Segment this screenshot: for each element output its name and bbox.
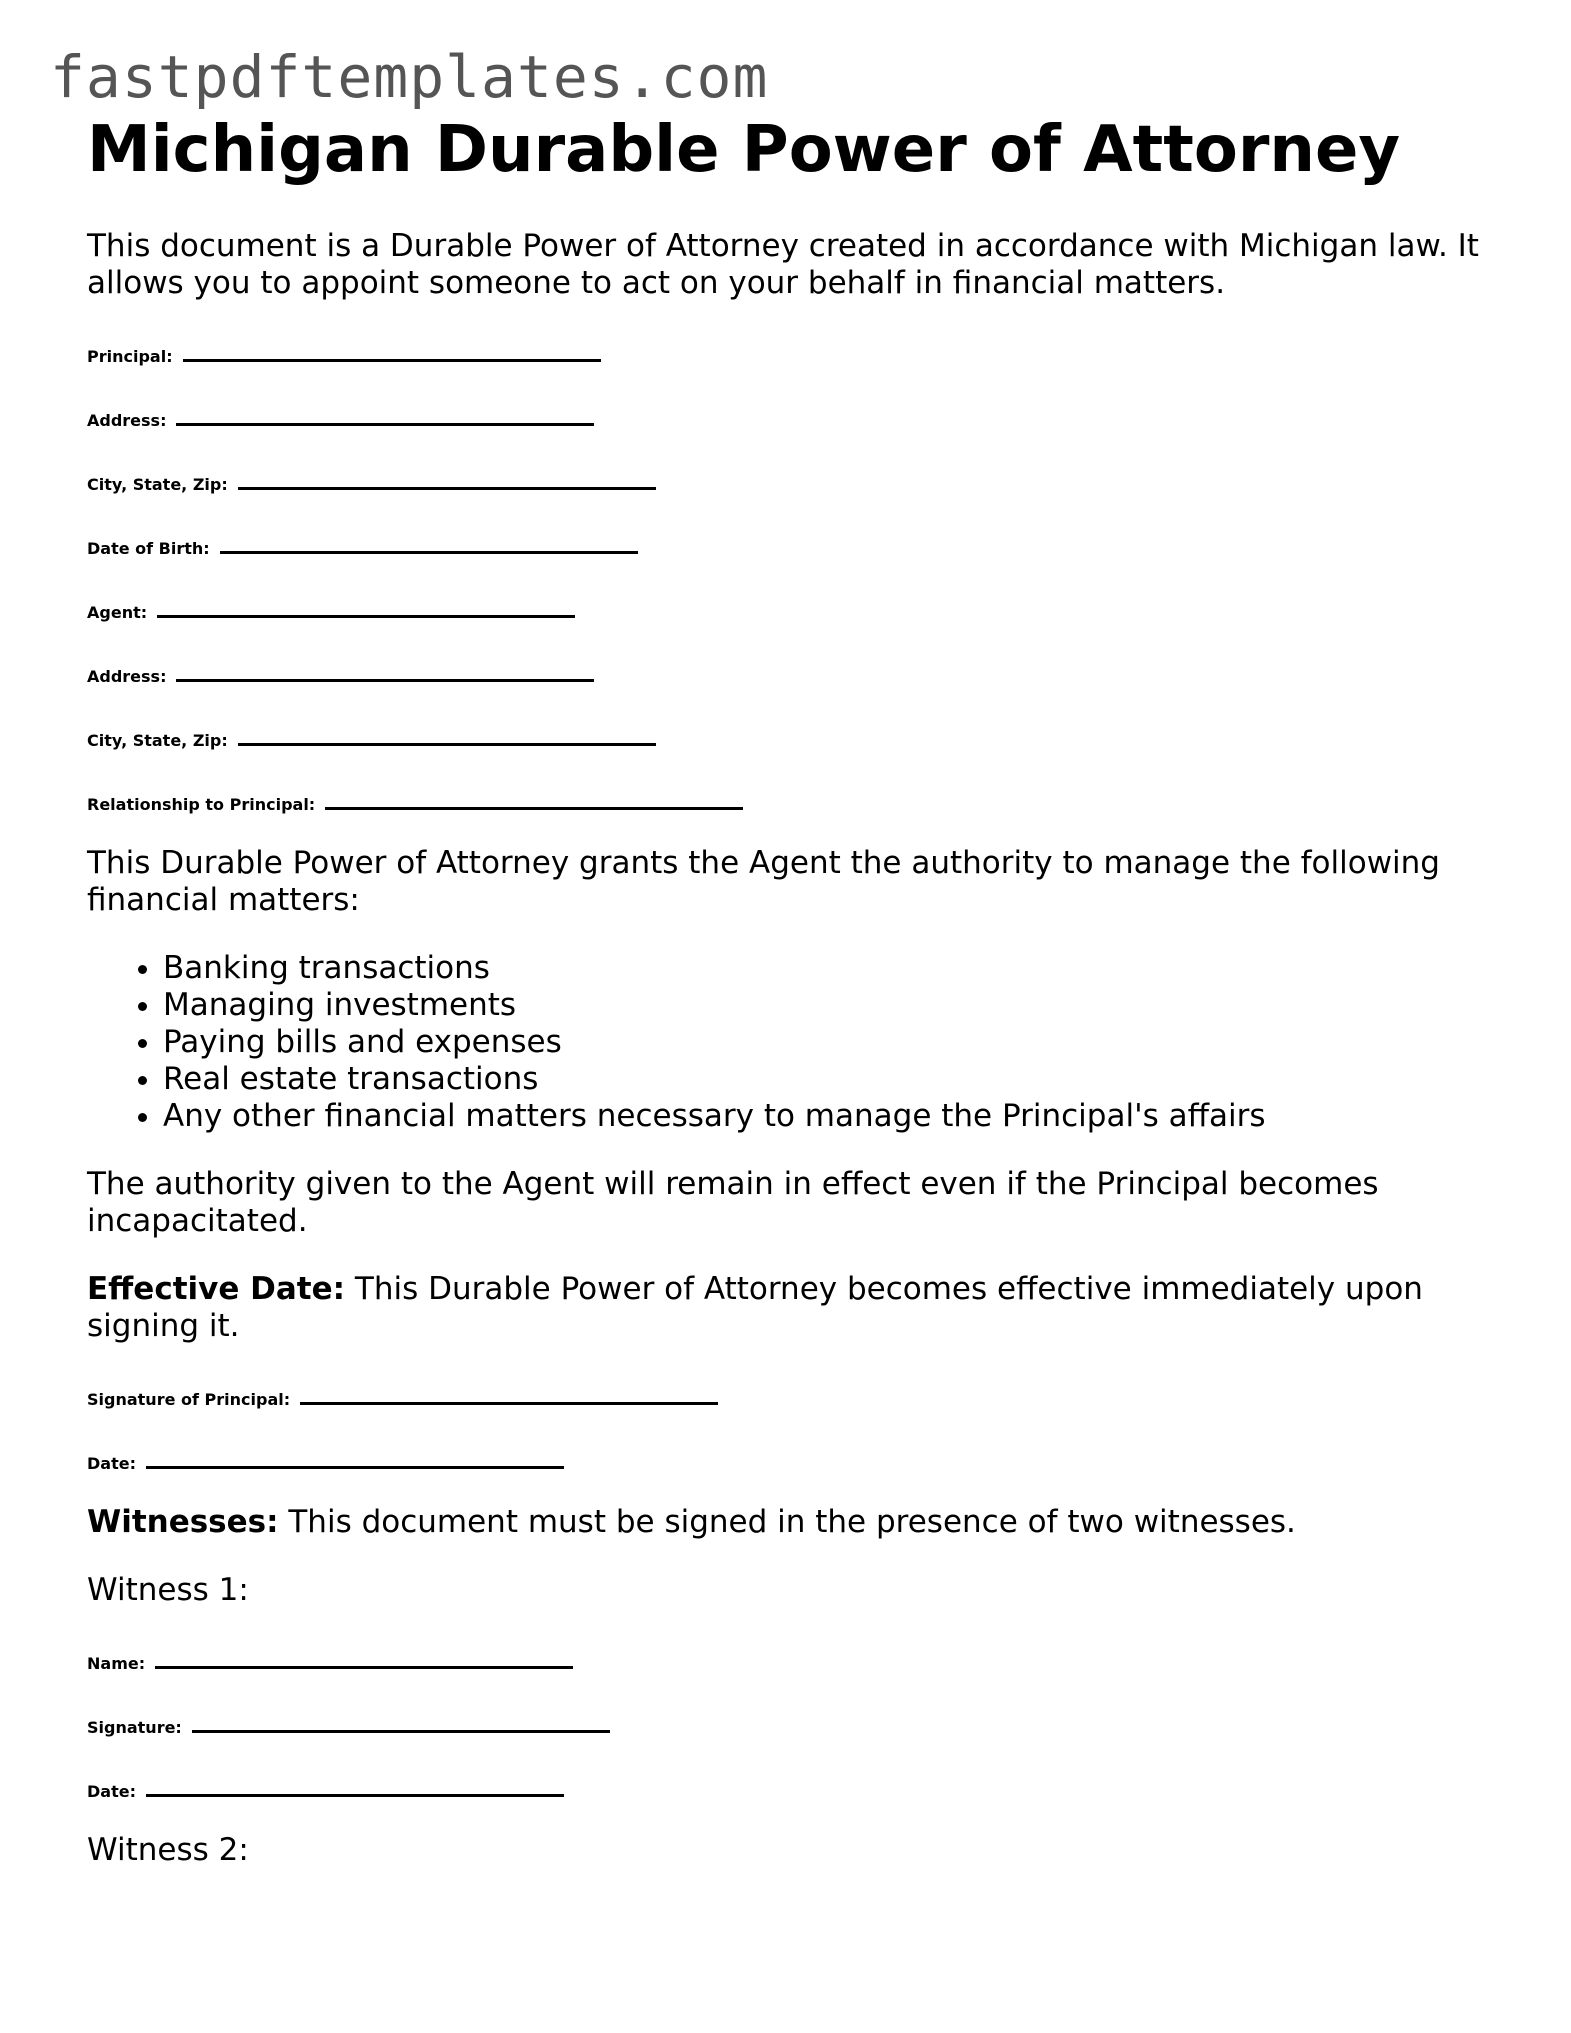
field-label: Date of Birth: bbox=[87, 539, 210, 558]
principal-name-blank[interactable] bbox=[183, 333, 601, 362]
agent-relationship-blank[interactable] bbox=[325, 781, 743, 810]
principal-city-state-zip-blank[interactable] bbox=[238, 461, 656, 490]
agent-address-field bbox=[87, 653, 1487, 686]
document-title: Michigan Durable Power of Attorney bbox=[87, 113, 1401, 187]
document-body bbox=[87, 112, 1487, 1869]
field-label: Relationship to Principal: bbox=[87, 795, 316, 814]
field-label: Name: bbox=[87, 1654, 146, 1673]
principal-address-blank[interactable] bbox=[176, 397, 594, 426]
list-item: • Paying bills and expenses bbox=[163, 1024, 1487, 1061]
effective-date-text: This Durable Power of Attorney becomes effective immediately upon signing it. bbox=[87, 1271, 1423, 1344]
principal-name-field bbox=[87, 333, 1487, 366]
field-label: City, State, Zip: bbox=[87, 475, 228, 494]
witnesses-text: This document must be signed in the presence of two witnesses. bbox=[278, 1504, 1296, 1540]
witness-1-name-blank[interactable] bbox=[155, 1640, 573, 1669]
field-label: Principal: bbox=[87, 347, 173, 366]
grant-paragraph: This Durable Power of Attorney grants the Agent the authority to manage the following financial matters: bbox=[87, 845, 1440, 918]
watermark: fastpdftemplates.com bbox=[50, 43, 769, 111]
list-item: • Managing investments bbox=[163, 987, 1487, 1024]
witnesses-paragraph bbox=[87, 1504, 1487, 1541]
witness-1-signature-blank[interactable] bbox=[192, 1704, 610, 1733]
witness-1-date-field bbox=[87, 1768, 1487, 1801]
field-label: Signature of Principal: bbox=[87, 1390, 291, 1409]
principal-city-state-zip-field bbox=[87, 461, 1487, 494]
agent-city-state-zip-blank[interactable] bbox=[238, 717, 656, 746]
agent-city-state-zip-field bbox=[87, 717, 1487, 750]
witness-1-date-blank[interactable] bbox=[146, 1768, 564, 1797]
witness-2-heading: Witness 2: bbox=[87, 1832, 249, 1868]
witness-1-heading: Witness 1: bbox=[87, 1572, 249, 1608]
principal-dob-field bbox=[87, 525, 1487, 558]
field-label: Agent: bbox=[87, 603, 148, 622]
powers-list bbox=[87, 950, 1487, 1135]
field-label: Signature: bbox=[87, 1718, 182, 1737]
list-item: • Real estate transactions bbox=[163, 1061, 1487, 1098]
field-label: Date: bbox=[87, 1782, 136, 1801]
field-label: City, State, Zip: bbox=[87, 731, 228, 750]
intro-paragraph: This document is a Durable Power of Attorney created in accordance with Michigan law. It allows you to appoint someone to act on your behalf in financial matters. bbox=[87, 228, 1479, 301]
agent-name-field bbox=[87, 589, 1487, 622]
witnesses-label: Witnesses: bbox=[87, 1504, 279, 1540]
principal-dob-blank[interactable] bbox=[220, 525, 638, 554]
effective-date-label: Effective Date: bbox=[87, 1271, 346, 1307]
effective-date-paragraph bbox=[87, 1271, 1487, 1345]
witness-1-name-field bbox=[87, 1640, 1487, 1673]
principal-signature-field bbox=[87, 1376, 1487, 1409]
durability-paragraph: The authority given to the Agent will remain in effect even if the Principal becomes incapacitated. bbox=[87, 1166, 1379, 1239]
principal-signature-blank[interactable] bbox=[300, 1376, 718, 1405]
field-label: Address: bbox=[87, 411, 167, 430]
agent-address-blank[interactable] bbox=[176, 653, 594, 682]
field-label: Address: bbox=[87, 667, 167, 686]
principal-signature-date-field bbox=[87, 1440, 1487, 1473]
witness-1-signature-field bbox=[87, 1704, 1487, 1737]
agent-name-blank[interactable] bbox=[157, 589, 575, 618]
field-label: Date: bbox=[87, 1454, 136, 1473]
principal-signature-date-blank[interactable] bbox=[146, 1440, 564, 1469]
list-item: • Banking transactions bbox=[163, 950, 1487, 987]
list-item: • Any other financial matters necessary to manage the Principal's affairs bbox=[163, 1098, 1487, 1135]
principal-address-field bbox=[87, 397, 1487, 430]
agent-relationship-field bbox=[87, 781, 1487, 814]
